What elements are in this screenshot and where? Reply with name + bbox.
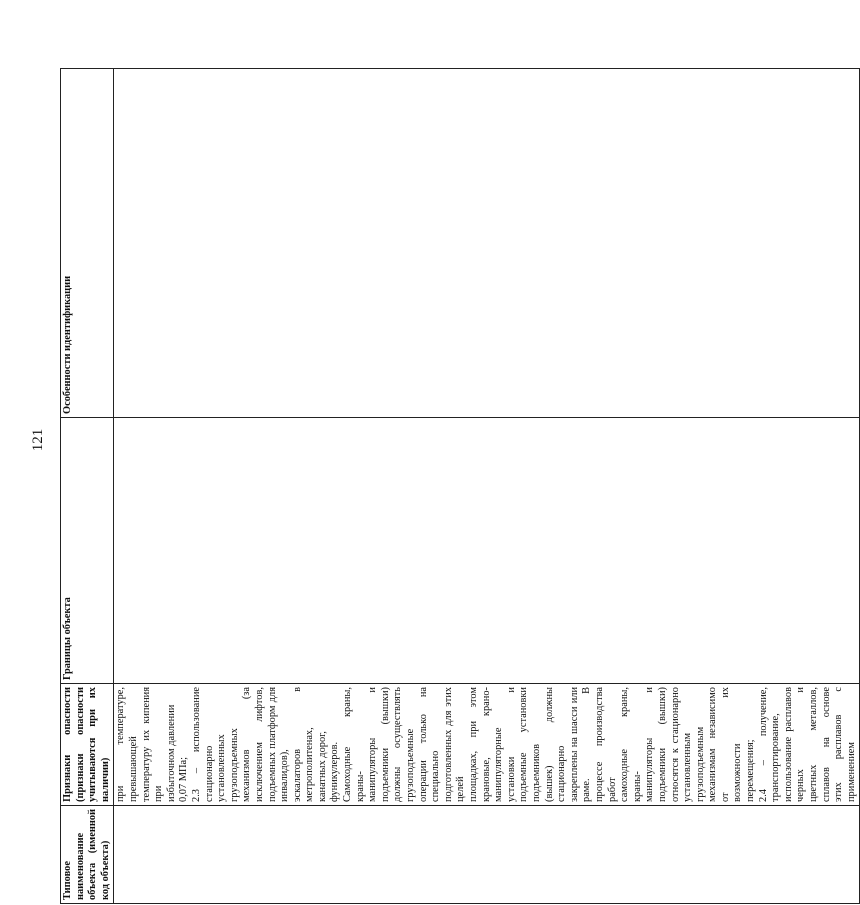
hazard-text-line: температуру их кипения при — [140, 687, 165, 802]
hazard-text-line: должны осуществлять грузоподъемные — [392, 687, 417, 802]
cell-hazard-signs — [114, 684, 860, 806]
hazard-text-line: избыточном давлении 0,07 МПа; — [165, 704, 190, 802]
hazard-text-line: площадках, при этом крановые, крано- — [468, 687, 492, 802]
hazard-text-line: 2.4 – получение, транспортирование, — [757, 687, 782, 802]
hazard-text-line: подъемные установки подъемников — [518, 687, 542, 802]
hazard-text-line: использование расплавов черных и — [782, 687, 807, 802]
page-number: 121 — [30, 428, 46, 452]
hazard-text-line: манипуляторы и подъемники (вышки) — [644, 687, 668, 802]
table-row — [114, 69, 860, 904]
hazard-text-line: самоходные краны, краны- — [619, 687, 643, 802]
hazard-text-line: установленным грузоподъемным — [682, 726, 706, 802]
hazard-text-line: манипуляторы и подъемники (вышки) — [367, 687, 391, 802]
hazard-text-line: подъемных платформ для инвалидов), — [266, 687, 291, 802]
header-hazard-signs: Признаки опасности (признаки опасности учитываются при их наличии) — [61, 684, 114, 806]
hazard-text-line: Самоходные краны, краны- — [342, 687, 366, 802]
hazard-text-line: (вышек) должны стационарно — [543, 687, 568, 802]
cell-object-boundaries — [114, 418, 860, 684]
hazard-text-line: канатных дорог, фуникулеров. — [316, 731, 341, 802]
identification-table — [60, 68, 860, 904]
hazard-text-line: процессе производства работ — [593, 687, 618, 802]
hazard-text-line: механизмам независимо от их — [707, 687, 731, 802]
cell-object-name — [114, 806, 860, 904]
hazard-text-line: цветных металлов, сплавов на основе — [808, 687, 832, 802]
hazard-text-line: эскалаторов в метрополитенах, — [291, 687, 316, 802]
hazard-text-line: манипуляторные установки и — [493, 687, 517, 802]
hazard-text-line: при температуре, превышающей — [115, 687, 139, 802]
hazard-text-line: закреплены на шасси или раме. В — [568, 687, 593, 802]
hazard-text-line: подготовленных для этих целей — [442, 687, 467, 802]
hazard-text-line: возможности перемещения; — [732, 739, 757, 802]
header-object-name: Типовое наименование объекта (именной код объекта) — [61, 806, 114, 904]
cell-identification-features — [114, 69, 860, 418]
hazard-text-line: относятся к стационарно — [669, 687, 681, 802]
hazard-text-line: операции только на специально — [417, 687, 442, 802]
table-header-row — [61, 69, 114, 904]
hazard-text-line: механизмов (за исключением лифтов, — [241, 687, 265, 802]
hazard-text-line: 2.3 – использование стационарно — [190, 687, 215, 802]
hazard-text-line: этих расплавов с применением — [833, 687, 857, 802]
rotated-table-container — [60, 69, 857, 904]
hazard-text-line: установленных грузоподъемных — [216, 728, 240, 802]
header-identification-features: Особенности идентификации — [61, 69, 114, 418]
header-object-boundaries: Границы объекта — [61, 418, 114, 684]
hazard-text — [115, 687, 858, 802]
